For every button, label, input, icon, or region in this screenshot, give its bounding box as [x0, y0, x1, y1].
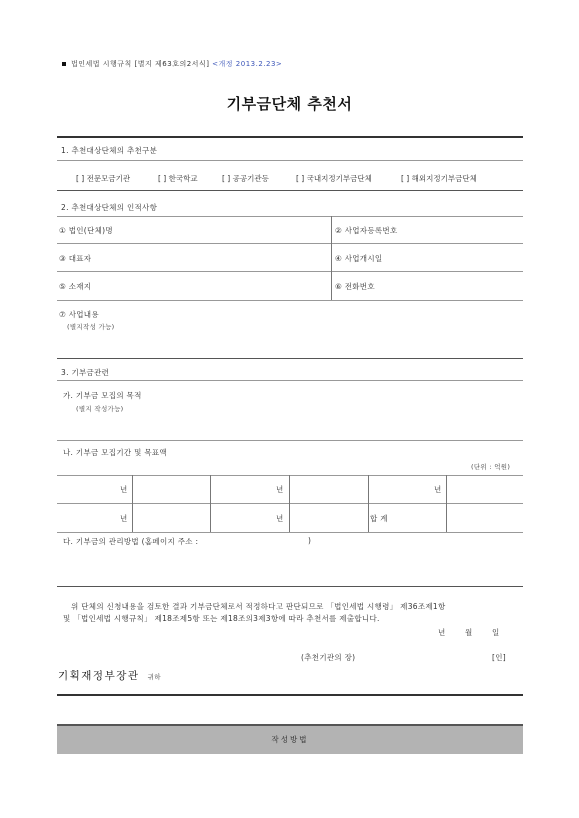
- addressee: 기획재정부장관: [58, 670, 140, 682]
- field-org-name[interactable]: ① 법인(단체)명: [59, 226, 113, 235]
- year-label: 년: [120, 514, 128, 523]
- management-method-close: ): [308, 536, 312, 545]
- divider: [57, 694, 523, 696]
- checkbox-option-fundraising[interactable]: [ ] 전문모금기관: [76, 174, 131, 183]
- column-divider: [368, 475, 369, 532]
- column-divider: [446, 475, 447, 532]
- field-address[interactable]: ⑤ 소재지: [59, 282, 92, 291]
- divider: [57, 380, 523, 381]
- addressee-block: [58, 664, 161, 683]
- divider: [57, 300, 523, 301]
- honorific: 귀하: [147, 673, 161, 681]
- checkbox-option-overseas[interactable]: [ ] 해외지정기부금단체: [401, 174, 477, 183]
- checkbox-option-domestic[interactable]: [ ] 국내지정기부금단체: [296, 174, 372, 183]
- field-note: (별지작성 가능): [67, 323, 115, 331]
- statement-line1: 위 단체의 신청내용을 검토한 결과 기부금단체로서 적정하다고 판단되므로 「법인세법 시행령」 제36조제1항: [71, 602, 446, 611]
- form-title: 기부금단체 추천서: [226, 95, 353, 113]
- donation-period-label[interactable]: 나. 기부금 모집기간 및 목표액: [63, 448, 167, 457]
- date-month[interactable]: 월: [465, 628, 473, 637]
- regulation-reference: 법인세법 시행규칙 [별지 제63호의2서식]: [71, 60, 210, 68]
- donation-purpose-label[interactable]: 가. 기부금 모집의 목적: [63, 391, 142, 400]
- management-method-label[interactable]: 다. 기부금의 관리방법 (홈페이지 주소 :: [63, 537, 199, 546]
- donation-purpose-note: (별지 작성가능): [76, 405, 124, 413]
- field-business-description[interactable]: ⑦ 사업내용: [59, 310, 99, 319]
- checkbox-option-korean-school[interactable]: [ ] 한국학교: [158, 174, 198, 183]
- year-label: 년: [120, 485, 128, 494]
- statement-line2: 및 「법인세법 시행규칙」 제18조제5항 또는 제18조의3제3항에 따라 추천서를 제출합니다.: [63, 614, 380, 623]
- checkbox-option-public-institution[interactable]: [ ] 공공기관등: [222, 174, 269, 183]
- field-representative[interactable]: ③ 대표자: [59, 254, 92, 263]
- divider: [57, 503, 523, 504]
- divider: [57, 190, 523, 191]
- field-business-start-date[interactable]: ④ 사업개시일: [335, 254, 383, 263]
- section2-heading: 2. 추천대상단체의 인적사항: [61, 203, 158, 212]
- column-divider: [289, 475, 290, 532]
- divider: [57, 475, 523, 476]
- column-divider: [210, 475, 211, 532]
- divider: [57, 160, 523, 161]
- section1-heading: 1. 추천대상단체의 추천구분: [61, 146, 158, 155]
- divider: [57, 216, 523, 217]
- seal-mark[interactable]: [인]: [492, 653, 506, 662]
- divider: [57, 271, 523, 272]
- divider: [57, 532, 523, 533]
- field-phone[interactable]: ⑥ 전화번호: [335, 282, 375, 291]
- amendment-date: <개정 2013.2.23>: [212, 60, 283, 68]
- year-label: 년: [276, 514, 284, 523]
- column-divider: [132, 475, 133, 532]
- date-day[interactable]: 일: [492, 628, 500, 637]
- field-business-reg-number[interactable]: ② 사업자등록번호: [335, 226, 398, 235]
- column-divider: [331, 216, 332, 300]
- unit-label: (단위 : 억원): [471, 463, 511, 471]
- year-label: 년: [276, 485, 284, 494]
- year-label: 년: [434, 485, 442, 494]
- recommender-label: (추천기관의 장): [301, 653, 356, 662]
- divider: [57, 440, 523, 441]
- divider: [57, 358, 523, 359]
- divider: [57, 136, 523, 138]
- section3-heading: 3. 기부금관련: [61, 368, 110, 377]
- bullet-square-icon: [62, 62, 66, 66]
- writing-instructions-bar: 작성방법: [57, 724, 523, 754]
- date-year[interactable]: 년: [438, 628, 446, 637]
- total-label: 합 계: [370, 514, 388, 523]
- divider: [57, 586, 523, 587]
- divider: [57, 243, 523, 244]
- form-header: [62, 59, 282, 69]
